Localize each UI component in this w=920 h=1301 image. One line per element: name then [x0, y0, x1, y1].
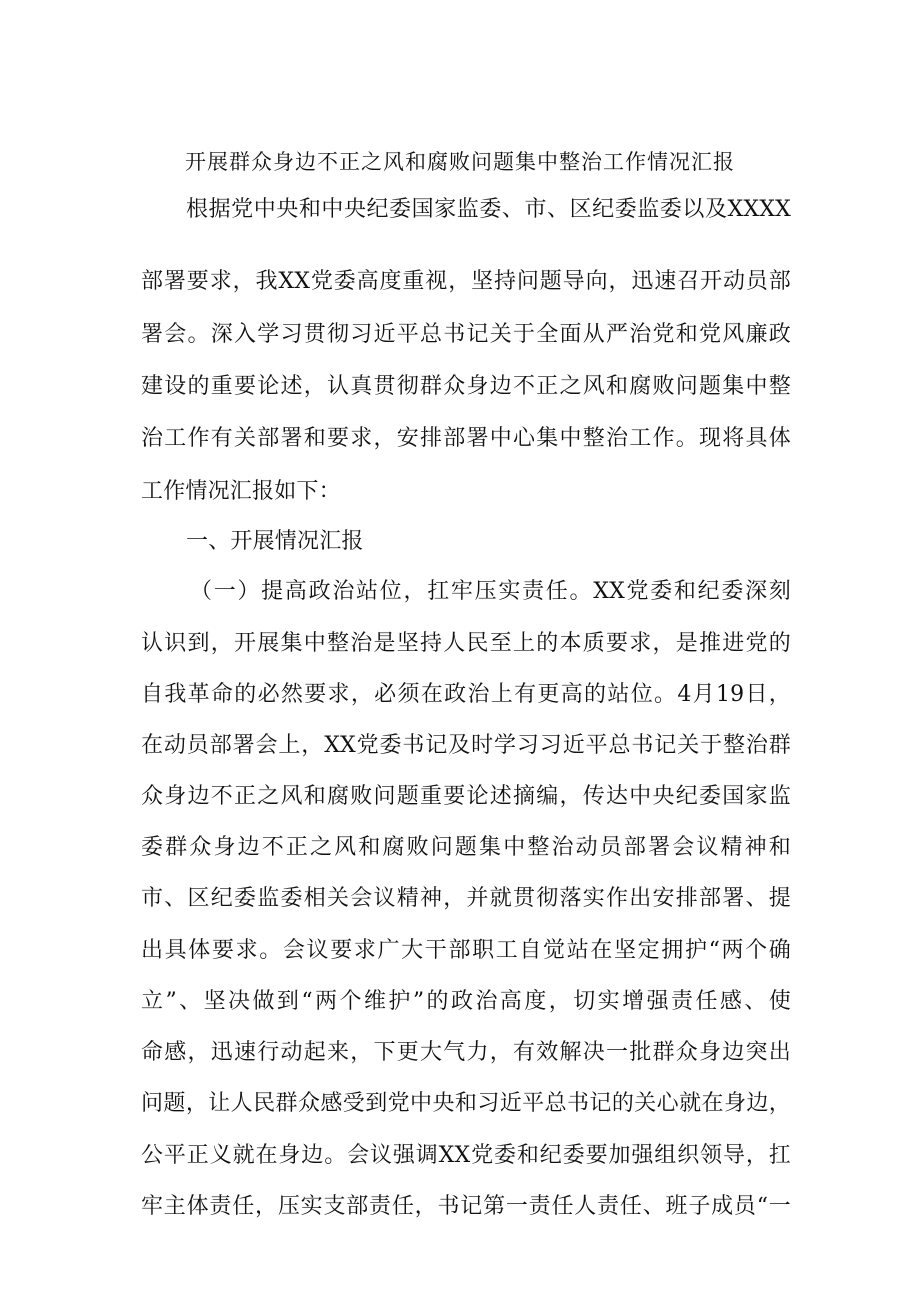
paragraph-line: 工作情况汇报如下：: [141, 479, 341, 504]
paragraph-line: 众身边不正之风和腐败问题重要论述摘编，传达中央纪委国家监: [141, 784, 791, 809]
paragraph-line: 牢主体责任，压实支部责任，书记第一责任人责任、班子成员“一: [141, 1194, 791, 1219]
paragraph-line: 委群众身边不正之风和腐败问题集中整治动员部署会议精神和: [141, 835, 791, 860]
paragraph-line: 部署要求，我XX党委高度重视，坚持问题导向，迅速召开动员部: [141, 269, 791, 294]
paragraph-line: 治工作有关部署和要求，安排部署中心集中整治工作。现将具体: [141, 426, 791, 451]
paragraph-line: 立”、坚决做到“两个维护”的政治高度，切实增强责任感、使: [141, 989, 791, 1014]
section-heading: 一、开展情况汇报: [186, 529, 364, 554]
paragraph-line: （一）提高政治站位，扛牢压实责任。XX党委和纪委深刻: [190, 579, 791, 604]
paragraph-line: 自我革命的必然要求，必须在政治上有更高的站位。4月19日，: [141, 682, 791, 707]
paragraph-line: 市、区纪委监委相关会议精神，并就贯彻落实作出安排部署、提: [141, 886, 791, 911]
paragraph-line: 在动员部署会上，XX党委书记及时学习习近平总书记关于整治群: [141, 733, 791, 758]
paragraph-line: 署会。深入学习贯彻习近平总书记关于全面从严治党和党风廉政: [141, 322, 791, 347]
document-title: 开展群众身边不正之风和腐败问题集中整治工作情况汇报: [185, 150, 735, 174]
paragraph-line: 出具体要求。会议要求广大干部职工自觉站在坚定拥护“两个确: [141, 938, 791, 963]
paragraph-line: 公平正义就在身边。会议强调XX党委和纪委要加强组织领导，扛: [141, 1143, 791, 1168]
paragraph-line: 命感，迅速行动起来，下更大气力，有效解决一批群众身边突出: [141, 1040, 791, 1065]
paragraph-line: 认识到，开展集中整治是坚持人民至上的本质要求，是推进党的: [141, 631, 791, 656]
paragraph-line: 根据党中央和中央纪委国家监委、市、区纪委监委以及XXXX: [186, 197, 791, 222]
paragraph-line: 问题，让人民群众感受到党中央和习近平总书记的关心就在身边，: [141, 1091, 791, 1116]
paragraph-line: 建设的重要论述，认真贯彻群众身边不正之风和腐败问题集中整: [141, 374, 791, 399]
